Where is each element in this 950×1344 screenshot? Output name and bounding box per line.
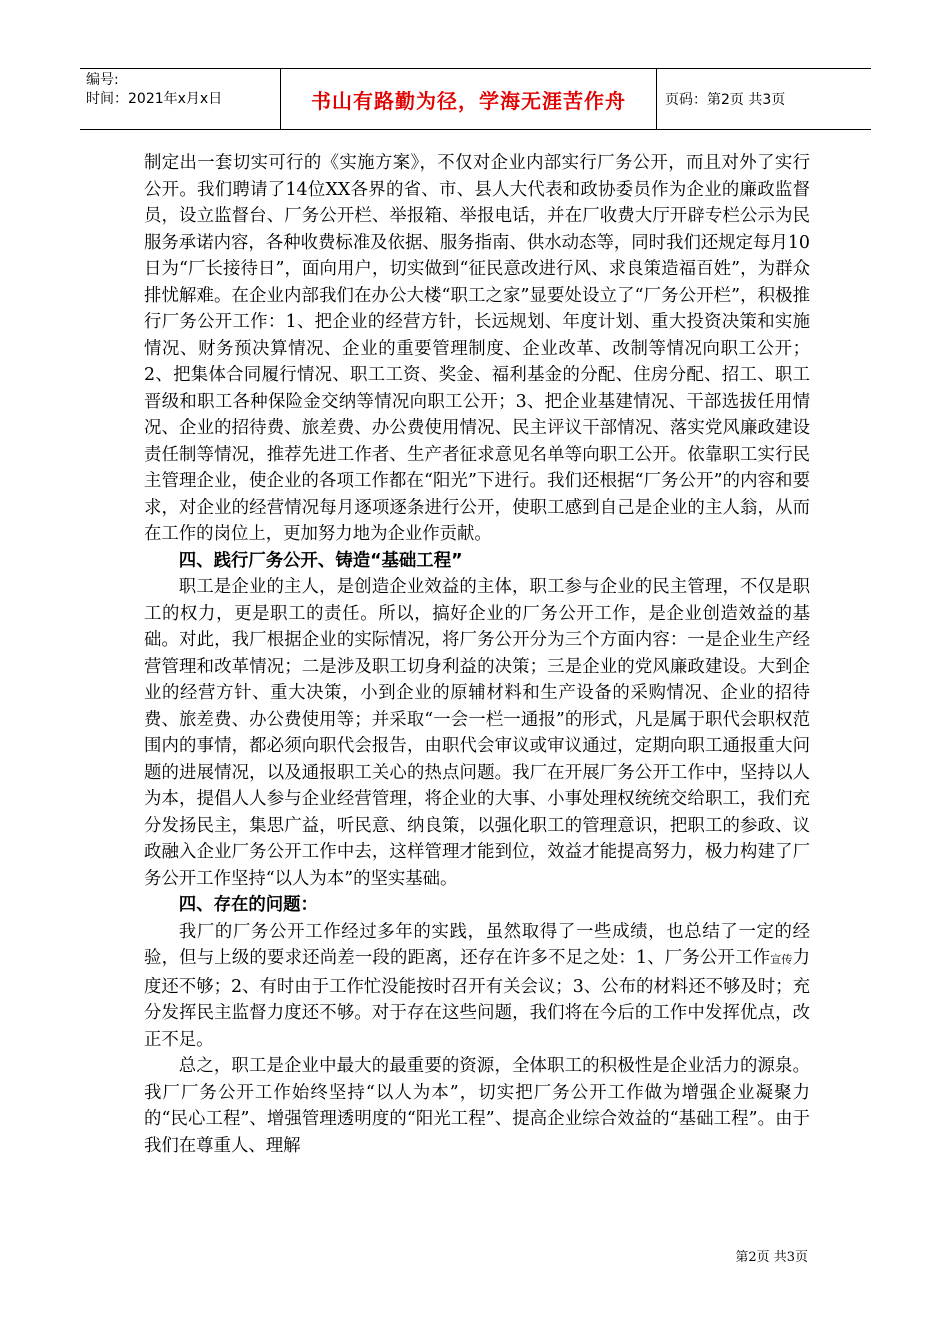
paragraph-continuation: 制定出一套切实可行的《实施方案》，不仅对企业内部实行厂务公开，而且对外了实行公开。我们聘请了14位XX各界的省、市、县人大代表和政协委员作为企业的廉政监督员，设立监督台、厂务公开栏、举报箱、举报电话，并在厂收费大厅开辟专栏公示为民服务承诺内容，各种收费标准及依据、服务指南、供水动态等，同时我们还规定每月10日为“厂长接待日”，面向用户，切实做到“征民意改进行风、求良策造福百姓”，为群众排忧解难。在企业内部我们在办公大楼“职工之家”显要处设立了“厂务公开栏”，积极推行厂务公开工作：1、把企业的经营方针，长远规划、年度计划、重大投资决策和实施情况、财务预决算情况、企业的重要管理制度、企业改革、改制等情况向职工公开；2、把集体合同履行情况、职工工资、奖金、福利基金的分配、住房分配、招工、职工晋级和职工各种保险金交纳等情况向职工公开；3、把企业基建情况、干部选拔任用情况、企业的招待费、旅差费、办公费使用情况、民主评议干部情况、落实党风廉政建设责任制等情况，推荐先进工作者、生产者征求意见名单等向职工公开。依靠职工实行民主管理企业，使企业的各项工作都在“阳光”下进行。我们还根据“厂务公开”的内容和要求，对企业的经营情况每月逐项逐条进行公开，使职工感到自己是企业的主人翁，从而在工作的岗位上，更加努力地为企业作贡献。 <box>144 153 810 544</box>
number-label: 编号: <box>86 72 119 88</box>
section-heading-problems: 四、存在的问题： <box>178 895 318 915</box>
header-meta <box>80 69 281 129</box>
paragraph-foundation: 职工是企业的主人，是创造企业效益的主体，职工参与企业的民主管理，不仅是职工的权力，更是职工的责任。所以，搞好企业的厂务公开工作，是企业创造效益的基础。对此，我厂根据企业的实际情况，将厂务公开分为三个方面内容：一是企业生产经营管理和改革情况；二是涉及职工切身利益的决策；三是企业的党风廉政建设。大到企业的经营方针、重大决策，小到企业的原辅材料和生产设备的采购情况、企业的招待费、旅差费、办公费使用等；并采取“一会一栏一通报”的形式，凡是属于职代会职权范围内的事情，都必须向职代会报告，由职代会审议或审议通过，定期向职工通报重大问题的进展情况，以及通报职工关心的热点问题。我厂在开展厂务公开工作中，坚持以人为本，提倡人人参与企业经营管理，将企业的大事、小事处理权统统交给职工，我们充分发扬民主，集思广益，听民意、纳良策，以强化职工的管理意识，把职工的参政、议政融入企业厂务公开工作中去，这样管理才能到位，效益才能提高努力，极力构建了厂务公开工作坚持“以人为本”的坚实基础。 <box>144 577 810 889</box>
paragraph-summary: 总之，职工是企业中最大的最重要的资源，全体职工的积极性是企业活力的源泉。我厂厂务公开工作始终坚持“以人为本”，切实把厂务公开工作做为增强企业凝聚力的“民心工程”、增强管理透明度的“阳光工程”、提高企业综合效益的“基础工程”。由于我们在尊重人、理解 <box>144 1056 810 1156</box>
problems-text-small: 宣传 <box>770 953 793 966</box>
header-page-info: 页码：第2页 共3页 <box>665 92 786 108</box>
time-label: 时间：2021年x月x日 <box>86 91 223 107</box>
page-header <box>80 68 871 130</box>
problems-text-b: 力度还不够；2、有时由于工作忙没能按时召开有关会议；3、公布的材料还不够及时；充分发挥民主监督力度还不够。对于存在这些问题，我们将在今后的工作中发挥优点，改正不足。 <box>144 948 811 1050</box>
page-footer: 第2页 共3页 <box>735 1250 808 1265</box>
section-heading-foundation: 四、践行厂务公开、铸造“基础工程” <box>178 550 463 571</box>
paragraph-problems <box>144 919 810 1054</box>
document-body <box>144 150 810 1159</box>
header-motto: 书山有路勤为径，学海无涯苦作舟 <box>281 69 657 129</box>
problems-text-a: 我厂的厂务公开工作经过多年的实践，虽然取得了一些成绩，也总结了一定的经验，但与上级的要求还尚差一段的距离，还存在许多不足之处：1、厂务公开工作 <box>144 921 810 968</box>
